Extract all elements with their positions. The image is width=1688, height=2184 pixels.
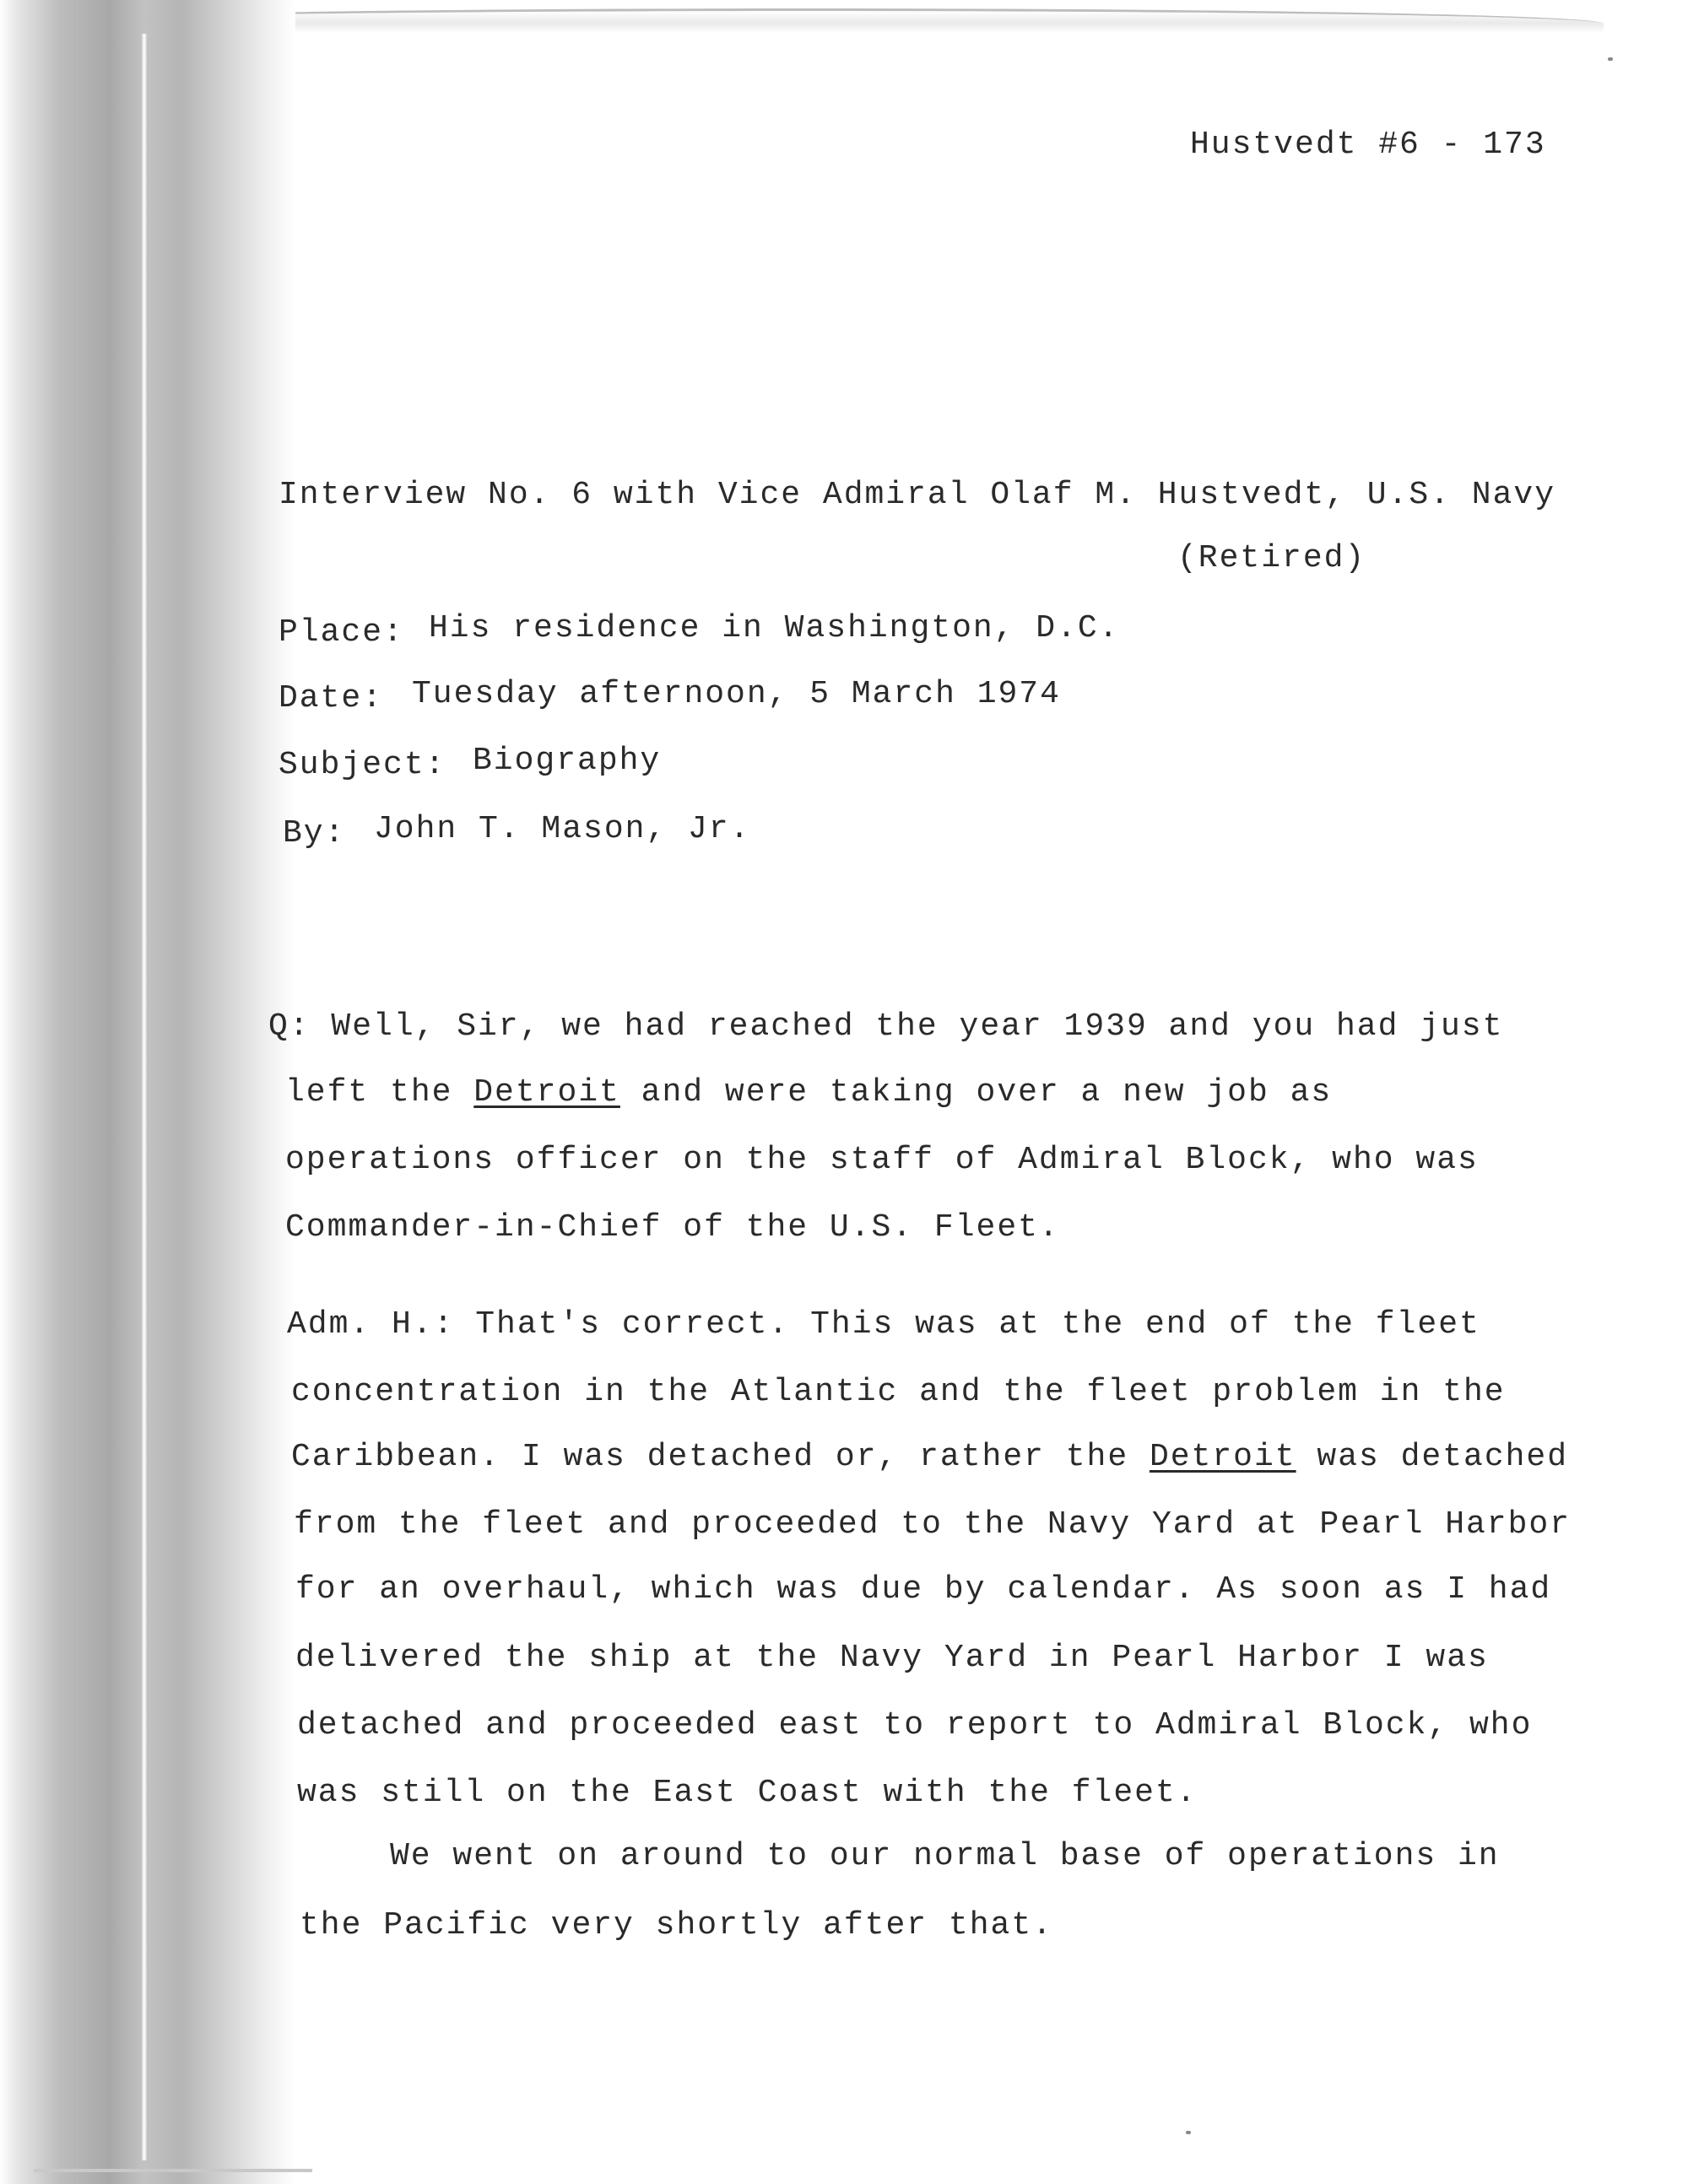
page-bottom-edge <box>34 2169 312 2172</box>
answer-line-8: was still on the East Coast with the fleet. <box>297 1775 1198 1811</box>
question-line-3: operations officer on the staff of Admiral Block, who was <box>285 1142 1479 1178</box>
answer-line-1: Adm. H.: That's correct. This was at the end of the fleet <box>287 1306 1480 1343</box>
answer-para2-line-1: We went on around to our normal base of operations in <box>390 1838 1500 1874</box>
by-value: John T. Mason, Jr. <box>374 811 751 847</box>
by-label: By: <box>283 815 346 851</box>
page-header-ref: Hustvedt #6 - 173 <box>1190 127 1546 163</box>
question-line-2: left the Detroit and were taking over a new job as <box>285 1074 1333 1111</box>
speck <box>1608 57 1613 61</box>
binding-shadow <box>0 0 295 2184</box>
question-line-1: Q: Well, Sir, we had reached the year 1939 and you had just <box>268 1008 1504 1045</box>
date-value: Tuesday afternoon, 5 March 1974 <box>412 676 1061 712</box>
ship-name-detroit: Detroit <box>473 1074 620 1111</box>
answer-line-7: detached and proceeded east to report to Admiral Block, who <box>297 1707 1533 1743</box>
subject-label: Subject: <box>279 747 446 783</box>
fold-line <box>142 34 147 2160</box>
place-value: His residence in Washington, D.C. <box>429 610 1120 646</box>
answer-line-4: from the fleet and proceeded to the Navy Yard at Pearl Harbor <box>294 1506 1572 1543</box>
answer-line-5: for an overhaul, which was due by calendar. As soon as I had <box>295 1571 1552 1608</box>
interview-title: Interview No. 6 with Vice Admiral Olaf M. Hustvedt, U.S. Navy <box>279 477 1556 513</box>
interview-title-cont: (Retired) <box>1177 540 1366 576</box>
answer-para2-line-2: the Pacific very shortly after that. <box>300 1907 1053 1943</box>
answer-line-3: Caribbean. I was detached or, rather the Detroit was detached <box>291 1439 1569 1475</box>
speck <box>1186 2131 1191 2134</box>
ship-name-detroit: Detroit <box>1149 1439 1296 1475</box>
answer-line-6: delivered the ship at the Navy Yard in Pearl Harbor I was <box>295 1640 1489 1676</box>
question-line-4: Commander-in-Chief of the U.S. Fleet. <box>285 1209 1060 1246</box>
place-label: Place: <box>279 614 404 651</box>
answer-line-2: concentration in the Atlantic and the fleet problem in the <box>291 1374 1506 1410</box>
subject-value: Biography <box>473 743 662 779</box>
date-label: Date: <box>279 680 384 716</box>
